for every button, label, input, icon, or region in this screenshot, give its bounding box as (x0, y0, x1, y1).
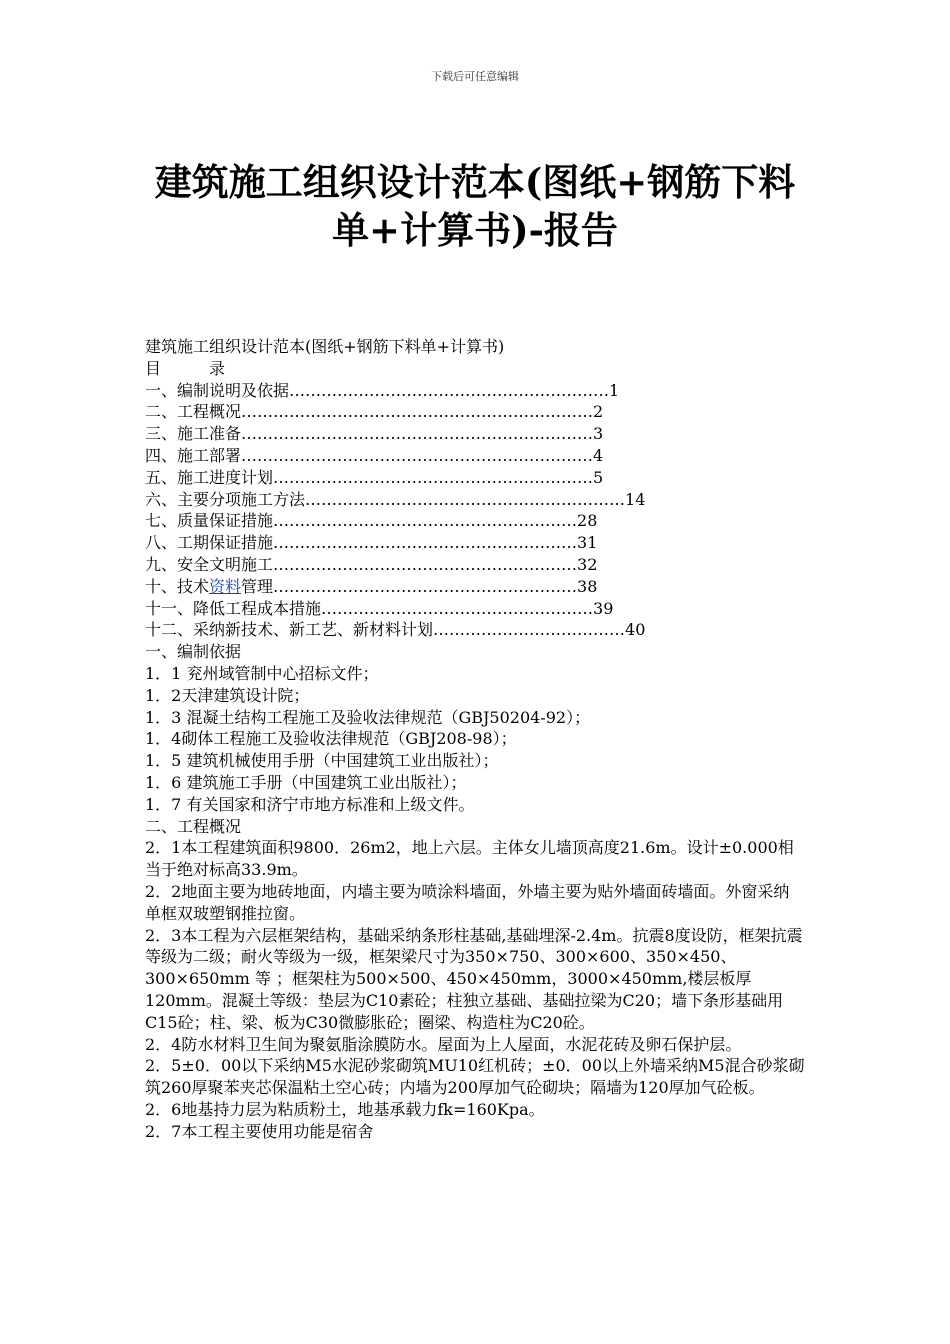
toc-dots: …………………………………………… (321, 598, 594, 618)
toc-label: 一、编制说明及依据 (145, 380, 290, 400)
toc-page: 32 (577, 554, 598, 574)
toc-page: 38 (577, 576, 598, 596)
toc-item[interactable] (145, 423, 805, 445)
basis-item: 1．4砌体工程施工及验收法律规范（GBJ208-98）； (145, 729, 517, 749)
section-heading-basis: 一、编制依据 (145, 642, 242, 662)
toc-label: 七、质量保证措施 (145, 511, 274, 531)
overview-paragraph: 2．2地面主要为地砖地面，内墙主要为喷涂料墙面，外墙主要为贴外墙面砖墙面。外窗采纳单框双玻塑钢推拉窗。 (145, 881, 790, 923)
toc-page: 1 (609, 380, 620, 400)
toc-item[interactable] (145, 619, 805, 641)
toc-label: 六、主要分项施工方法 (145, 489, 306, 509)
toc-dots: ………………………………………………………… (241, 424, 594, 444)
toc-dots: ……………………………… (433, 620, 626, 640)
toc-page: 5 (593, 467, 604, 487)
toc-page: 14 (625, 489, 646, 509)
overview-paragraph: 2．6地基持力层为粘质粉土，地基承载力fk=160Kpa。 (145, 1099, 545, 1119)
toc-dots: ………………………………………………… (273, 576, 578, 596)
toc-page: 3 (593, 424, 604, 444)
overview-paragraph: 2．1本工程建筑面积9800．26m2，地上六层。主体女儿墙顶高度21.6m。设计±0.000相当于绝对标高33.9m。 (145, 838, 794, 880)
overview-paragraph: 2．3本工程为六层框架结构，基础采纳条形柱基础,基础埋深-2.4m。抗震8度设防，框架抗震等级为二级；耐火等级为一级，框架梁尺寸为350×750、300×600、350×450、300×650mm 等 ；框架柱为500×500、450×450mm，3000×450mm,楼层板厚120mm。混凝土等级：垫层为C10素砼；柱独立基础、基础拉梁为C20；墙下条形基础用C15砼；柱、梁、板为C30微膨胀砼；圈梁、构造柱为C20砼。 (145, 925, 803, 1032)
toc-label: 五、施工进度计划 (145, 467, 274, 487)
resource-link[interactable]: 资料 (209, 576, 242, 596)
toc-item[interactable] (145, 445, 805, 467)
toc-dots: ………………………………………………… (273, 554, 578, 574)
title-line-1: 建筑施工组织设计范本(图纸+钢筋下料 (154, 160, 796, 204)
toc-dots: ………………………………………………… (273, 533, 578, 553)
toc-page: 39 (593, 598, 614, 618)
toc-item[interactable] (145, 489, 805, 511)
basis-item: 1．3 混凝土结构工程施工及验收法律规范（GBJ50204-92）； (145, 707, 591, 727)
document-body (145, 336, 805, 1142)
toc-page: 28 (577, 511, 598, 531)
toc-item[interactable] (145, 554, 805, 576)
toc-item[interactable] (145, 380, 805, 402)
toc-label: 三、施工准备 (145, 424, 242, 444)
toc-dots: …………………………………………………… (273, 467, 594, 487)
toc-dots: …………………………………………………… (289, 380, 610, 400)
toc-page: 4 (593, 445, 604, 465)
toc-dots: …………………………………………………… (305, 489, 626, 509)
basis-item: 1．7 有关国家和济宁市地方标准和上级文件。 (145, 794, 475, 814)
subtitle: 建筑施工组织设计范本(图纸+钢筋下料单+计算书) (145, 337, 505, 356)
toc-dots: ………………………………………………………… (241, 445, 594, 465)
basis-item: 1．2天津建筑设计院； (145, 685, 310, 705)
section-heading-overview: 二、工程概况 (145, 816, 242, 836)
table-of-contents (145, 380, 805, 642)
basis-item: 1．6 建筑施工手册（中国建筑工业出版社）； (145, 772, 467, 792)
toc-label: 九、安全文明施工 (145, 554, 274, 574)
toc-label: 四、施工部署 (145, 445, 242, 465)
overview-paragraph: 2．7本工程主要使用功能是宿舍 (145, 1121, 374, 1141)
toc-item[interactable] (145, 576, 805, 598)
toc-item[interactable] (145, 532, 805, 554)
toc-label: 八、工期保证措施 (145, 533, 274, 553)
header-note: 下载后可任意编辑 (431, 70, 519, 83)
toc-label: 十、技术 (145, 576, 210, 596)
toc-item[interactable] (145, 598, 805, 620)
toc-heading: 目 录 (145, 358, 226, 378)
basis-item: 1．1 兖州域管制中心招标文件； (145, 663, 379, 683)
toc-page: 2 (593, 402, 604, 422)
toc-page: 40 (625, 620, 646, 640)
toc-dots: ………………………………………………… (273, 511, 578, 531)
toc-item[interactable] (145, 467, 805, 489)
toc-label: 二、工程概况 (145, 402, 242, 422)
toc-item[interactable] (145, 401, 805, 423)
toc-dots: ………………………………………………………… (241, 402, 594, 422)
toc-item[interactable] (145, 510, 805, 532)
overview-paragraph: 2．5±0．00以下采纳M5水泥砂浆砌筑MU10红机砖；±0．00以上外墙采纳M5混合砂浆砌筑260厚聚苯夹芯保温粘土空心砖；内墙为200厚加气砼砌块；隔墙为120厚加气砼板。 (145, 1056, 805, 1098)
title-line-2: 单+计算书)-报告 (332, 208, 618, 252)
overview-paragraph: 2．4防水材料卫生间为聚氨脂涂膜防水。屋面为上人屋面，水泥花砖及卵石保护层。 (145, 1034, 742, 1054)
toc-label: 十二、采纳新技术、新工艺、新材料计划 (145, 620, 434, 640)
toc-label: 十一、降低工程成本措施 (145, 598, 322, 618)
basis-item: 1．5 建筑机械使用手册（中国建筑工业出版社）； (145, 751, 499, 771)
document-title (100, 158, 850, 254)
toc-label: 管理 (241, 576, 274, 596)
toc-page: 31 (577, 533, 598, 553)
